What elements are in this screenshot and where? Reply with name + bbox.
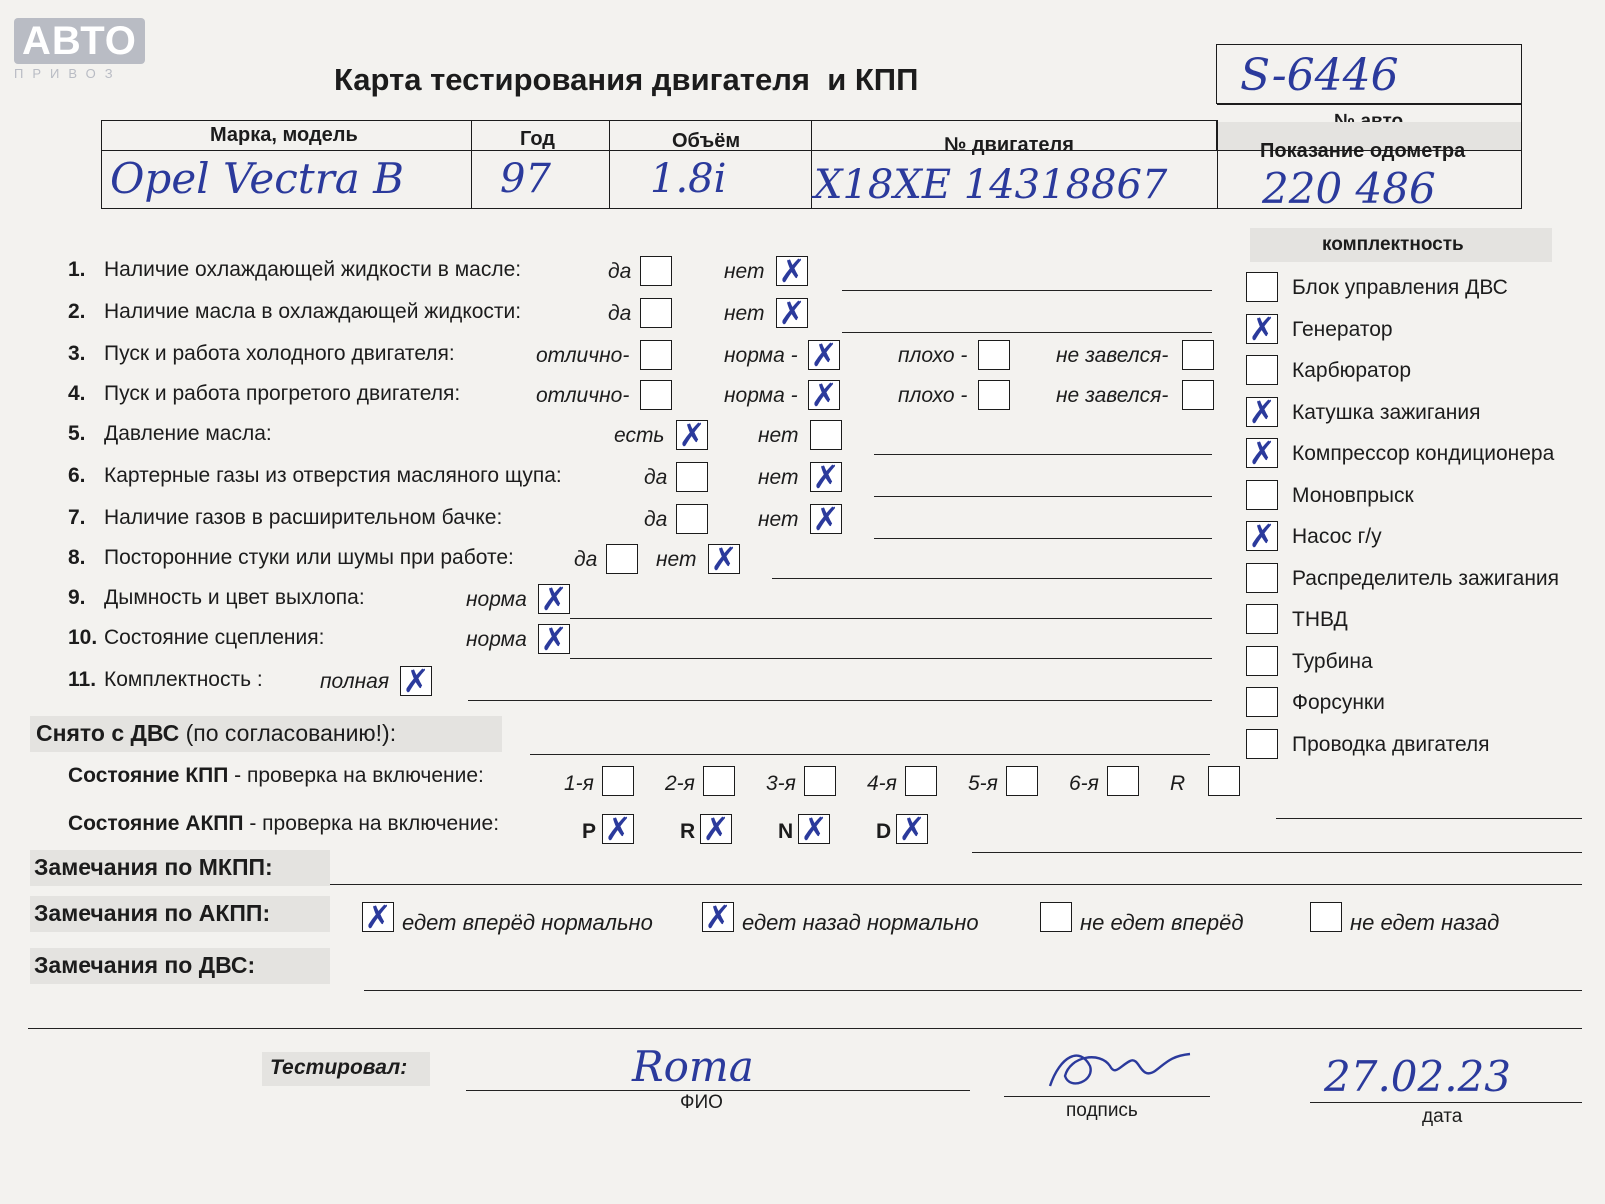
kit-item-label: Турбина <box>1292 649 1373 673</box>
kpp-line <box>1276 818 1582 819</box>
gear-checkbox[interactable] <box>905 766 937 796</box>
option-checkbox[interactable] <box>606 544 638 574</box>
option-checkbox[interactable] <box>978 340 1010 370</box>
kpp-bold: Состояние КПП <box>68 764 229 787</box>
gear-label: 5-я <box>968 772 998 795</box>
item-number: 6. <box>68 464 86 487</box>
kpp-label <box>68 764 484 788</box>
kit-checkbox-mark: ✗ <box>1248 309 1276 348</box>
option-checkbox[interactable] <box>810 420 842 450</box>
akpp-label <box>68 812 499 836</box>
option-label: не завелся- <box>1056 344 1169 367</box>
header-year: Год <box>520 128 555 150</box>
sign-line <box>1004 1096 1210 1097</box>
gear-checkbox[interactable] <box>703 766 735 796</box>
kit-item-label: Насос г/у <box>1292 525 1382 548</box>
kit-item-label: Моновпрыск <box>1292 483 1414 507</box>
option-checkbox[interactable] <box>538 580 570 618</box>
akpp-note-checkbox-mark: ✗ <box>704 898 732 936</box>
item-number: 9. <box>68 586 86 609</box>
gear-checkbox[interactable] <box>1107 766 1139 796</box>
akpp-note-checkbox[interactable] <box>1040 902 1072 932</box>
option-checkbox[interactable] <box>640 340 672 370</box>
item-text: Дымность и цвет выхлопа: <box>104 586 365 609</box>
mode-label: P <box>582 820 597 843</box>
option-checkbox[interactable] <box>640 256 672 286</box>
option-label: нет <box>758 424 799 447</box>
item-answer-line <box>874 538 1212 539</box>
kit-checkbox[interactable] <box>1246 687 1278 717</box>
option-checkbox-mark: ✗ <box>540 580 568 618</box>
kit-title: комплектность <box>1322 234 1464 255</box>
option-label: да <box>608 302 632 325</box>
gear-label: 4-я <box>867 772 897 795</box>
item-text: Комплектность : <box>104 668 263 691</box>
item-answer-line <box>570 618 1212 619</box>
item-text: Наличие масла в охлаждающей жидкости: <box>104 300 522 323</box>
option-checkbox[interactable] <box>810 458 842 496</box>
akpp-note-label: не едет назад <box>1350 910 1500 935</box>
akpp-note-checkbox-mark: ✗ <box>364 898 392 936</box>
item-answer-line <box>772 578 1212 579</box>
removed-bold: Снято с ДВС <box>36 720 180 746</box>
header-model: Марка, модель <box>210 124 358 146</box>
mode-checkbox[interactable] <box>798 810 830 848</box>
mode-label: R <box>680 820 696 843</box>
header-volume: Объём <box>672 130 741 152</box>
item-number: 4. <box>68 382 86 405</box>
option-checkbox[interactable] <box>978 380 1010 410</box>
option-checkbox-mark: ✗ <box>812 458 840 496</box>
kit-checkbox-mark: ✗ <box>1248 434 1276 472</box>
gear-label: 2-я <box>665 772 695 795</box>
option-label: не завелся- <box>1056 384 1169 407</box>
name-line <box>466 1090 970 1091</box>
removed-line <box>530 754 1210 755</box>
option-label: нет <box>758 466 799 489</box>
dvs-notes-label: Замечания по ДВС: <box>34 952 256 978</box>
name-label: ФИО <box>680 1092 723 1113</box>
gear-label: 1-я <box>564 772 594 795</box>
akpp-note-checkbox[interactable] <box>362 898 394 936</box>
option-checkbox[interactable] <box>808 336 840 374</box>
header-odometer: Показание одометра <box>1260 140 1466 162</box>
value-model: Opel Vectra B <box>110 154 405 203</box>
item-answer-line <box>468 700 1212 701</box>
akpp-line <box>972 852 1582 853</box>
kit-item-label: Компрессор кондиционера <box>1292 442 1555 465</box>
item-number: 8. <box>68 546 86 569</box>
item-answer-line <box>570 658 1212 659</box>
option-checkbox[interactable] <box>1182 380 1214 410</box>
kit-checkbox-mark: ✗ <box>1248 517 1276 555</box>
option-checkbox-mark: ✗ <box>778 294 806 332</box>
akpp-notes-label: Замечания по АКПП: <box>34 900 271 926</box>
option-checkbox-mark: ✗ <box>402 662 430 700</box>
value-year: 97 <box>500 156 551 202</box>
option-checkbox[interactable] <box>676 416 708 454</box>
date-value: 27.02.23 <box>1324 1052 1512 1101</box>
mode-checkbox-mark: ✗ <box>604 810 632 848</box>
option-checkbox[interactable] <box>708 540 740 578</box>
kit-checkbox[interactable] <box>1246 392 1278 431</box>
kpp-rest: - проверка на включение: <box>228 764 484 787</box>
kit-checkbox[interactable] <box>1246 517 1278 555</box>
mode-label: N <box>778 820 794 843</box>
tester-name: Roma <box>632 1042 754 1091</box>
mode-checkbox-mark: ✗ <box>702 810 730 848</box>
option-label: полная <box>320 670 390 693</box>
logo <box>14 18 145 81</box>
option-label: нет <box>724 302 765 325</box>
option-label: да <box>644 508 668 531</box>
akpp-note-label: едет вперёд нормально <box>402 910 653 935</box>
stock-number: S-6446 <box>1240 50 1399 101</box>
option-label: да <box>608 260 632 283</box>
option-checkbox[interactable] <box>676 462 708 492</box>
gear-label: R <box>1170 772 1186 795</box>
item-text: Пуск и работа холодного двигателя: <box>104 342 455 365</box>
option-checkbox[interactable] <box>400 662 432 700</box>
akpp-note-label: едет назад нормально <box>742 910 979 935</box>
item-text: Картерные газы из отверстия масляного щупа: <box>104 464 562 487</box>
option-label: нет <box>724 260 765 283</box>
kit-checkbox[interactable] <box>1246 480 1278 510</box>
item-number: 2. <box>68 300 86 323</box>
kit-checkbox[interactable] <box>1246 563 1278 593</box>
date-label: дата <box>1422 1106 1463 1127</box>
value-volume: 1.8i <box>650 156 727 202</box>
logo-brand: АВТО <box>14 18 145 64</box>
akpp-note-checkbox[interactable] <box>702 898 734 936</box>
option-label: норма <box>466 588 527 611</box>
kit-item-label: Катушка зажигания <box>1292 400 1481 424</box>
mkpp-notes-label: Замечания по МКПП: <box>34 854 273 880</box>
option-checkbox-mark: ✗ <box>678 416 706 454</box>
item-answer-line <box>842 290 1212 291</box>
option-checkbox-mark: ✗ <box>810 376 838 414</box>
dvs-notes-line-2 <box>28 1028 1582 1029</box>
option-label: норма <box>466 628 527 651</box>
mode-checkbox[interactable] <box>700 810 732 848</box>
akpp-rest: - проверка на включение: <box>243 812 500 835</box>
gear-checkbox[interactable] <box>1006 766 1038 796</box>
header-engine-no: № двигателя <box>944 134 1074 156</box>
item-number: 3. <box>68 342 86 365</box>
item-number: 7. <box>68 506 86 529</box>
item-answer-line <box>874 454 1212 455</box>
option-label: плохо - <box>898 384 968 407</box>
item-answer-line <box>842 332 1212 333</box>
item-answer-line <box>874 496 1212 497</box>
value-odometer: 220 486 <box>1262 164 1436 213</box>
option-checkbox-mark: ✗ <box>710 540 738 578</box>
logo-sub: ПРИВОЗ <box>14 66 122 81</box>
item-number: 11. <box>68 668 97 691</box>
item-number: 5. <box>68 422 86 445</box>
akpp-note-label: не едет вперёд <box>1080 910 1244 935</box>
dvs-notes-line <box>364 990 1582 991</box>
option-label: нет <box>656 548 697 571</box>
kit-item-label: Проводка двигателя <box>1292 732 1490 756</box>
signature <box>1040 1036 1200 1100</box>
kit-item-label: Форсунки <box>1292 691 1385 714</box>
mode-checkbox[interactable] <box>602 810 634 848</box>
item-text: Посторонние стуки или шумы при работе: <box>104 546 514 569</box>
sign-label: подпись <box>1066 1100 1138 1121</box>
value-engine-no: X18XE 14318867 <box>814 162 1168 208</box>
option-checkbox-mark: ✗ <box>810 336 838 374</box>
option-checkbox[interactable] <box>640 380 672 410</box>
option-checkbox[interactable] <box>538 620 570 658</box>
option-checkbox-mark: ✗ <box>812 500 840 538</box>
option-label: нет <box>758 508 799 531</box>
mode-checkbox-mark: ✗ <box>898 810 926 848</box>
option-label: норма - <box>724 384 798 407</box>
mode-label: D <box>876 820 892 843</box>
item-text: Наличие охлаждающей жидкости в масле: <box>104 258 522 281</box>
item-text: Пуск и работа прогретого двигателя: <box>104 382 461 405</box>
date-line <box>1310 1102 1582 1103</box>
akpp-bold: Состояние АКПП <box>68 812 244 835</box>
item-number: 1. <box>68 258 86 281</box>
option-label: есть <box>614 424 665 447</box>
gear-checkbox[interactable] <box>1208 766 1240 796</box>
removed-rest: (по согласованию!): <box>179 720 397 746</box>
form-title: Карта тестирования двигателя и КПП <box>334 62 919 97</box>
gear-label: 3-я <box>766 772 796 795</box>
item-number: 10. <box>68 626 98 649</box>
option-label: да <box>574 548 598 571</box>
removed-label <box>36 720 396 747</box>
item-text: Состояние сцепления: <box>104 626 325 649</box>
option-checkbox[interactable] <box>776 252 808 290</box>
option-checkbox-mark: ✗ <box>540 620 568 658</box>
option-checkbox-mark: ✗ <box>778 252 806 290</box>
kit-item-label: Блок управления ДВС <box>1292 276 1508 299</box>
option-checkbox[interactable] <box>808 376 840 414</box>
mode-checkbox[interactable] <box>896 810 928 848</box>
item-text: Давление масла: <box>104 422 272 445</box>
option-label: плохо - <box>898 344 968 367</box>
kit-checkbox[interactable] <box>1246 604 1278 634</box>
option-checkbox[interactable] <box>640 298 672 328</box>
kit-item-label: Распределитель зажигания <box>1292 566 1560 590</box>
kit-checkbox[interactable] <box>1246 646 1278 676</box>
option-checkbox[interactable] <box>776 294 808 332</box>
option-label: отлично- <box>536 344 630 367</box>
kit-checkbox[interactable] <box>1246 272 1278 302</box>
akpp-note-checkbox[interactable] <box>1310 902 1342 932</box>
option-label: отлично- <box>536 384 630 407</box>
mode-checkbox-mark: ✗ <box>800 810 828 848</box>
gear-checkbox[interactable] <box>602 766 634 796</box>
kit-checkbox[interactable] <box>1246 355 1278 385</box>
option-label: да <box>644 466 668 489</box>
tested-by-label: Тестировал: <box>270 1056 408 1079</box>
kit-checkbox[interactable] <box>1246 309 1278 348</box>
gear-checkbox[interactable] <box>804 766 836 796</box>
option-label: норма - <box>724 344 798 367</box>
kit-item-label: ТНВД <box>1292 608 1348 631</box>
mkpp-notes-line <box>330 884 1582 885</box>
gear-label: 6-я <box>1069 772 1099 795</box>
kit-checkbox-mark: ✗ <box>1248 392 1276 431</box>
option-checkbox[interactable] <box>676 504 708 534</box>
item-text: Наличие газов в расширительном бачке: <box>104 506 503 529</box>
kit-checkbox[interactable] <box>1246 729 1278 759</box>
kit-item-label: Генератор <box>1292 317 1393 341</box>
kit-checkbox[interactable] <box>1246 434 1278 472</box>
kit-item-label: Карбюратор <box>1292 359 1412 382</box>
option-checkbox[interactable] <box>810 500 842 538</box>
option-checkbox[interactable] <box>1182 340 1214 370</box>
